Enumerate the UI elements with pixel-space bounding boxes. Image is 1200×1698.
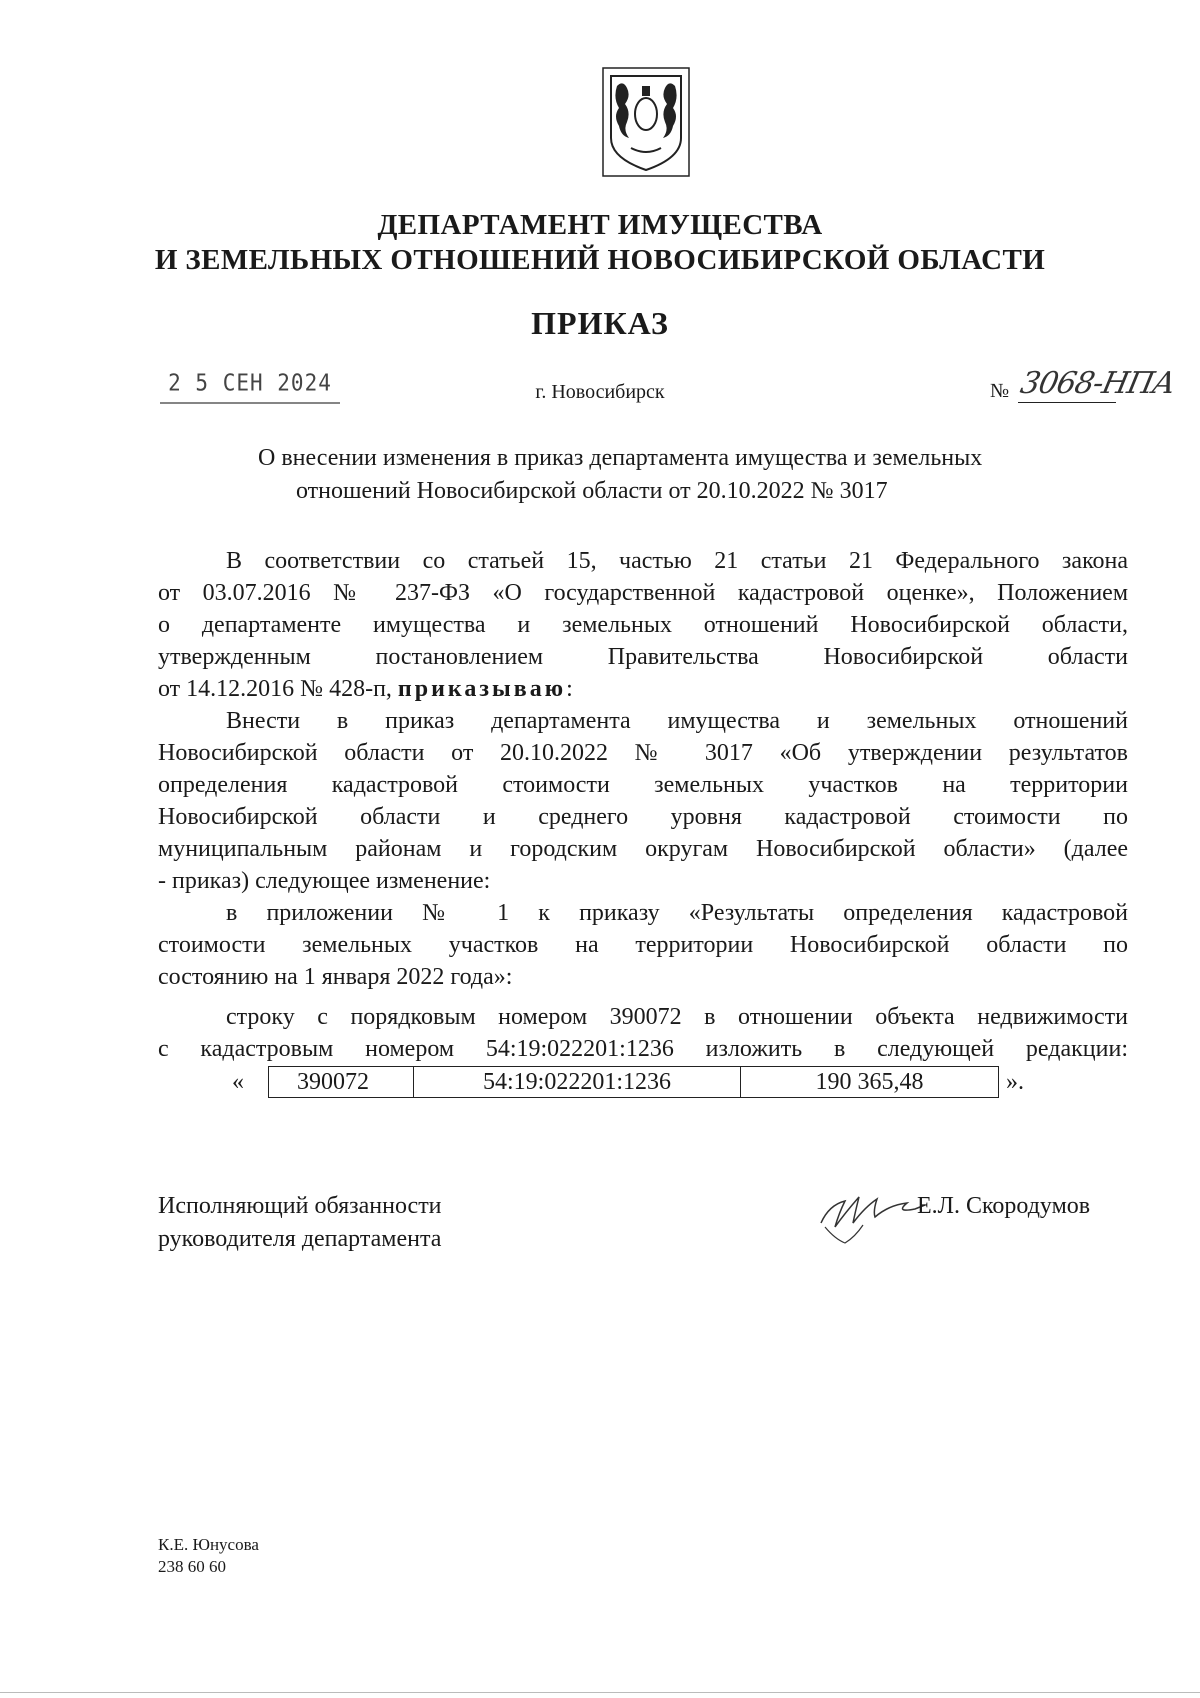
table-cell-cadastral: 54:19:022201:1236 xyxy=(414,1067,741,1098)
body-line: муниципальным районам и городским округам Новосибирской области» (далее xyxy=(158,836,1128,862)
page-bottom-rule xyxy=(0,1692,1200,1693)
body-line: Новосибирской области и среднего уровня кадастровой стоимости по xyxy=(158,804,1128,830)
document-number: 3068-НПА xyxy=(1017,366,1179,401)
table-cell-value: 190 365,48 xyxy=(741,1067,999,1098)
body-line: состоянию на 1 января 2022 года»: xyxy=(158,964,513,990)
date-stamp: 2 5 СЕН 2024 xyxy=(160,369,340,403)
body-line: строку с порядковым номером 390072 в отношении объекта недвижимости xyxy=(226,1004,1128,1030)
body-line: о департаменте имущества и земельных отношений Новосибирской области, xyxy=(158,612,1128,638)
amendment-table xyxy=(268,1066,999,1098)
city-label: г. Новосибирск xyxy=(535,381,665,403)
body-line: - приказ) следующее изменение: xyxy=(158,868,491,894)
signer-name: Е.Л. Скородумов xyxy=(917,1193,1091,1219)
body-line: от 03.07.2016 № 237-ФЗ «О государственной кадастровой оценке», Положением xyxy=(158,580,1128,606)
handwritten-signature-icon xyxy=(815,1183,930,1247)
executor-name: К.Е. Юнусова xyxy=(158,1535,259,1554)
signer-position-line1: Исполняющий обязанности xyxy=(158,1193,442,1219)
coat-of-arms-icon xyxy=(601,66,691,178)
subject-line1: О внесении изменения в приказ департамента имущества и земельных xyxy=(258,445,983,471)
body-line: утвержденным постановлением Правительства Новосибирской области xyxy=(158,644,1128,670)
order-keyword: приказываю xyxy=(397,676,567,702)
table-row xyxy=(269,1067,999,1098)
org-name-line1: ДЕПАРТАМЕНТ ИМУЩЕСТВА xyxy=(377,209,823,241)
body-line: с кадастровым номером 54:19:022201:1236 изложить в следующей редакции: xyxy=(158,1036,1128,1062)
table-open-quote: « xyxy=(232,1069,244,1095)
body-line xyxy=(158,676,1128,703)
document-title: ПРИКАЗ xyxy=(531,305,669,341)
body-line: В соответствии со статьей 15, частью 21 статьи 21 Федерального закона xyxy=(226,548,1128,574)
body-text: : xyxy=(566,676,573,702)
body-text: от 14.12.2016 № 428-п, xyxy=(158,676,398,702)
body-line: стоимости земельных участков на территории Новосибирской области по xyxy=(158,932,1128,958)
body-line: определения кадастровой стоимости земельных участков на территории xyxy=(158,772,1128,798)
table-cell-number: 390072 xyxy=(269,1067,414,1098)
number-underline xyxy=(1018,402,1116,403)
executor-phone: 238 60 60 xyxy=(158,1557,226,1576)
body-line: Внести в приказ департамента имущества и земельных отношений xyxy=(226,708,1128,734)
signer-position-line2: руководителя департамента xyxy=(158,1226,442,1252)
body-line: в приложении № 1 к приказу «Результаты определения кадастровой xyxy=(226,900,1128,926)
subject-line2: отношений Новосибирской области от 20.10.2022 № 3017 xyxy=(296,478,888,504)
table-close-quote: ». xyxy=(1006,1069,1024,1095)
body-line: Новосибирской области от 20.10.2022 № 3017 «Об утверждении результатов xyxy=(158,740,1128,766)
number-sign: № xyxy=(990,380,1010,402)
org-name-line2: И ЗЕМЕЛЬНЫХ ОТНОШЕНИЙ НОВОСИБИРСКОЙ ОБЛАСТИ xyxy=(154,244,1046,276)
